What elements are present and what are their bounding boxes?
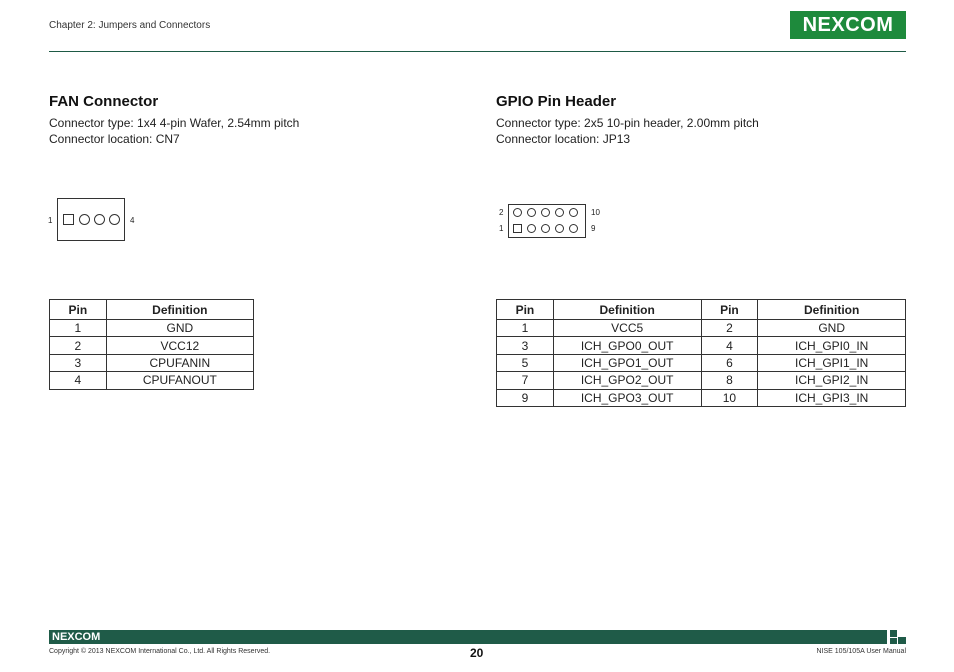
table-cell: 1 [50, 320, 107, 337]
table-cell: CPUFANIN [106, 354, 253, 371]
table-cell: GND [106, 320, 253, 337]
gpio-connector-location: Connector location: JP13 [496, 132, 631, 146]
table-cell: 10 [701, 389, 758, 406]
nexcom-logo: NEXCOM [790, 11, 906, 39]
header-divider [49, 51, 906, 52]
footer-square-icon [890, 638, 897, 644]
table-cell: 3 [50, 354, 107, 371]
gpio-pin-3 [527, 224, 536, 233]
fan-connector-type: Connector type: 1x4 4-pin Wafer, 2.54mm pitch [49, 116, 300, 130]
table-header-row [497, 300, 906, 320]
gpio-pin-table [496, 299, 906, 407]
table-cell: ICH_GPI0_IN [758, 337, 906, 354]
table-header-cell: Pin [50, 300, 107, 320]
gpio-pin-label-top-left: 2 [499, 208, 504, 217]
table-row [50, 337, 254, 354]
table-header-cell: Definition [553, 300, 701, 320]
table-cell: 6 [701, 354, 758, 371]
gpio-pin-10 [569, 208, 578, 217]
table-row [497, 389, 906, 406]
gpio-pin-label-bottom-right: 9 [591, 224, 596, 233]
gpio-pin-label-top-right: 10 [591, 208, 600, 217]
table-cell: 1 [497, 320, 554, 337]
table-cell: 5 [497, 354, 554, 371]
footer-square-icon [898, 637, 906, 644]
fan-pin-4 [109, 214, 120, 225]
table-header-cell: Definition [758, 300, 906, 320]
gpio-pin-2 [513, 208, 522, 217]
table-cell: ICH_GPO3_OUT [553, 389, 701, 406]
table-cell: CPUFANOUT [106, 372, 253, 389]
table-cell: VCC5 [553, 320, 701, 337]
table-cell: GND [758, 320, 906, 337]
gpio-section-title: GPIO Pin Header [496, 93, 617, 110]
gpio-pin-5 [541, 224, 550, 233]
table-row [50, 354, 254, 371]
table-cell: ICH_GPO1_OUT [553, 354, 701, 371]
table-cell: ICH_GPI1_IN [758, 354, 906, 371]
table-cell: 3 [497, 337, 554, 354]
fan-connector-location: Connector location: CN7 [49, 132, 180, 146]
table-header-cell: Pin [701, 300, 758, 320]
table-cell: ICH_GPO2_OUT [553, 372, 701, 389]
fan-pin-table [49, 299, 254, 390]
table-cell: 4 [50, 372, 107, 389]
fan-pin-label-left: 1 [48, 216, 53, 225]
table-header-row [50, 300, 254, 320]
table-row [497, 320, 906, 337]
table-cell: VCC12 [106, 337, 253, 354]
fan-section-title: FAN Connector [49, 93, 159, 110]
table-cell: 8 [701, 372, 758, 389]
fan-pin-label-right: 4 [130, 216, 135, 225]
fan-pin-3 [94, 214, 105, 225]
gpio-pin-8 [555, 208, 564, 217]
table-cell: ICH_GPI2_IN [758, 372, 906, 389]
footer-bar [49, 630, 887, 644]
fan-pin-2 [79, 214, 90, 225]
gpio-pin-1-square [513, 224, 522, 233]
table-cell: 2 [701, 320, 758, 337]
footer-square-icon [890, 630, 897, 637]
gpio-pin-6 [541, 208, 550, 217]
gpio-connector-type: Connector type: 2x5 10-pin header, 2.00mm pitch [496, 116, 759, 130]
table-header-cell: Pin [497, 300, 554, 320]
gpio-pin-4 [527, 208, 536, 217]
chapter-title: Chapter 2: Jumpers and Connectors [49, 20, 211, 31]
gpio-pin-9 [569, 224, 578, 233]
table-header-cell: Definition [106, 300, 253, 320]
table-row [497, 372, 906, 389]
table-row [50, 320, 254, 337]
gpio-pin-7 [555, 224, 564, 233]
table-cell: 2 [50, 337, 107, 354]
table-cell: 7 [497, 372, 554, 389]
table-cell: 9 [497, 389, 554, 406]
footer-logo: NEXCOM [52, 631, 101, 643]
manual-title: NISE 105/105A User Manual [816, 648, 906, 655]
copyright-text: Copyright © 2013 NEXCOM International Co., Ltd. All Rights Reserved. [49, 648, 271, 655]
page-number: 20 [470, 646, 484, 660]
table-row [497, 354, 906, 371]
table-cell: ICH_GPI3_IN [758, 389, 906, 406]
fan-pin-1-square [63, 214, 74, 225]
table-row [50, 372, 254, 389]
table-cell: 4 [701, 337, 758, 354]
table-row [497, 337, 906, 354]
gpio-pin-label-bottom-left: 1 [499, 224, 504, 233]
table-cell: ICH_GPO0_OUT [553, 337, 701, 354]
